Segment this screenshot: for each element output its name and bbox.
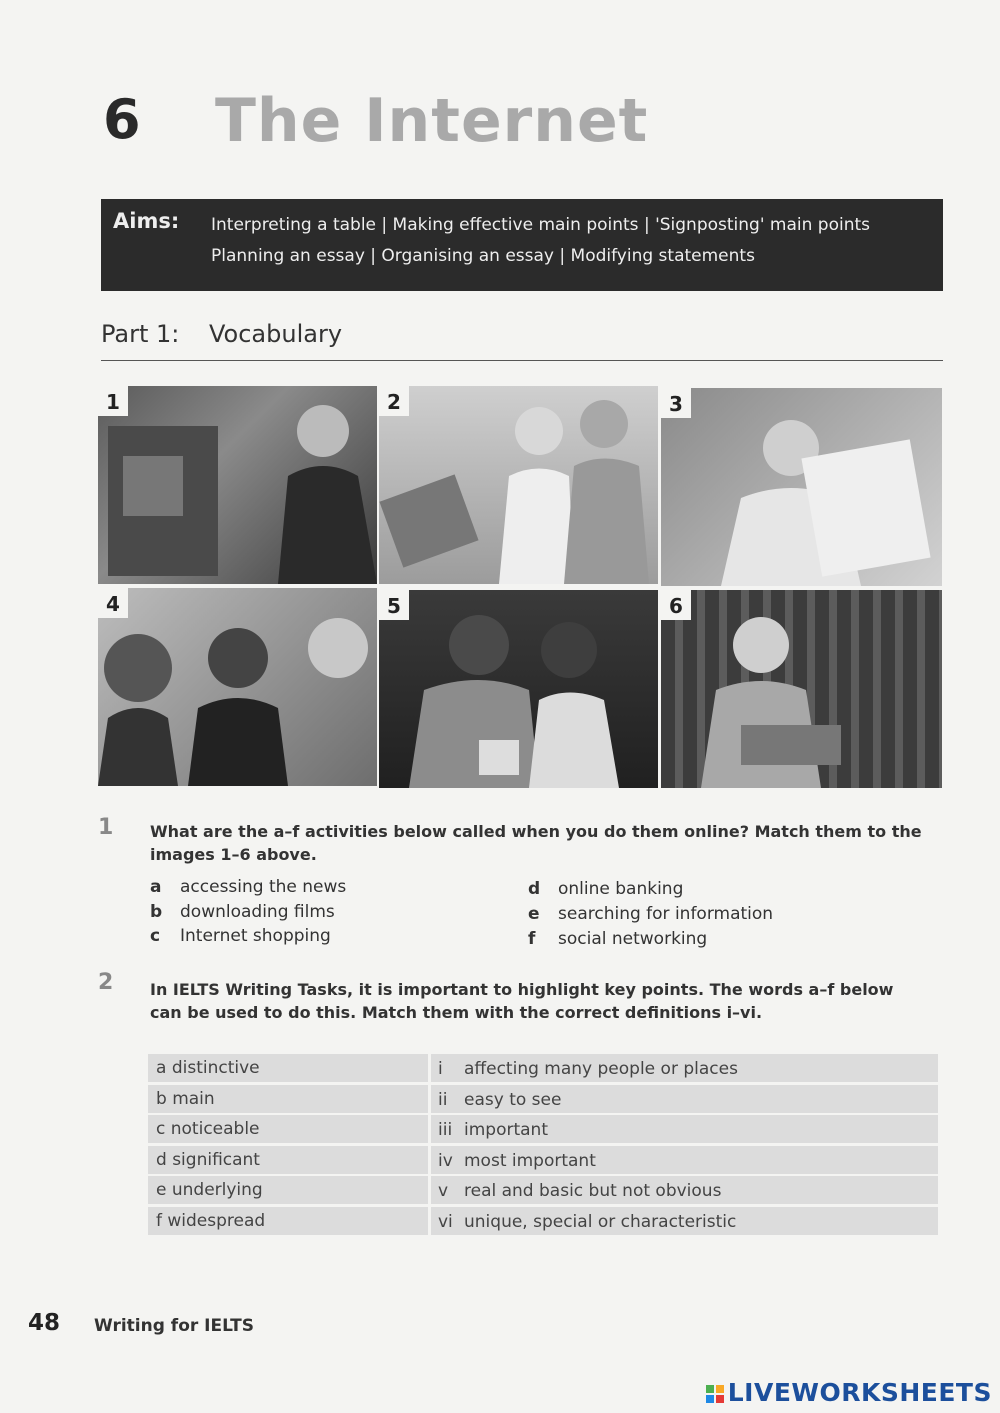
part-name: Vocabulary	[209, 320, 343, 348]
option-text: online banking	[558, 879, 684, 899]
option-e	[528, 904, 773, 924]
definition-text: easy to see	[464, 1089, 562, 1110]
photo-2	[379, 386, 658, 584]
word-cell: a distinctive	[156, 1058, 260, 1078]
option-letter: e	[528, 904, 540, 924]
aims-line-1: Interpreting a table | Making effective main points | 'Signposting' main points	[211, 215, 870, 235]
table-row	[148, 1176, 938, 1204]
word-cell: f widespread	[156, 1210, 266, 1231]
shopping-couple-illustration	[379, 386, 658, 584]
newspaper-reader-illustration	[661, 388, 942, 586]
aims-line-2: Planning an essay | Organising an essay | Modifying statements	[211, 246, 755, 266]
table-row	[148, 1115, 938, 1143]
option-letter: f	[528, 929, 536, 949]
option-letter: c	[150, 926, 161, 946]
part-heading	[101, 320, 943, 361]
option-text: accessing the news	[180, 877, 347, 897]
option-letter: d	[528, 879, 541, 899]
option-f	[528, 929, 707, 949]
definition-text: affecting many people or places	[464, 1059, 738, 1079]
roman-numeral: i	[438, 1059, 443, 1079]
roman-numeral: iv	[438, 1150, 453, 1171]
library-student-illustration	[661, 590, 942, 788]
photo-3	[661, 388, 942, 586]
question-1-number: 1	[98, 815, 114, 840]
definition-text: important	[464, 1120, 548, 1141]
photo-6	[661, 590, 942, 788]
word-cell: e underlying	[156, 1180, 263, 1201]
table-row	[148, 1085, 938, 1113]
definition-text: unique, special or characteristic	[464, 1211, 737, 1232]
definition-cell	[438, 1090, 561, 1110]
option-d	[528, 879, 683, 899]
option-text: social networking	[558, 929, 708, 949]
cinema-couple-illustration	[379, 590, 658, 788]
aims-label: Aims:	[113, 209, 180, 233]
atm-photo-illustration	[98, 386, 377, 584]
word-cell: c noticeable	[156, 1119, 260, 1140]
aims-box	[101, 199, 943, 291]
definition-text: most important	[464, 1150, 596, 1171]
question-2-text: In IELTS Writing Tasks, it is important to highlight key points. The words a–f below can be used to do this. Match them with the correct definitions i–vi.	[150, 980, 894, 1022]
roman-numeral: vi	[438, 1211, 453, 1232]
definition-cell	[438, 1059, 738, 1079]
option-letter: b	[150, 902, 163, 922]
photo-4	[98, 588, 377, 786]
photo-number: 4	[98, 588, 128, 618]
book-title: Writing for IELTS	[94, 1316, 254, 1336]
table-row	[148, 1207, 938, 1235]
photo-number: 5	[379, 590, 409, 620]
photo-number: 2	[379, 386, 409, 416]
word-cell: b main	[156, 1088, 215, 1109]
photo-1	[98, 386, 377, 584]
definition-cell	[438, 1181, 721, 1201]
page-number: 48	[28, 1310, 61, 1336]
option-text: downloading films	[180, 902, 335, 922]
friends-drinks-illustration	[98, 588, 377, 786]
roman-numeral: iii	[438, 1120, 453, 1141]
matching-table	[148, 1054, 938, 1238]
roman-numeral: v	[438, 1181, 449, 1202]
question-1-text: What are the a–f activities below called when you do them online? Match them to the images 1–6 above.	[150, 822, 922, 864]
definition-cell	[438, 1120, 548, 1140]
chapter-title: The Internet	[215, 86, 649, 156]
word-cell: d significant	[156, 1149, 260, 1170]
roman-numeral: ii	[438, 1089, 448, 1110]
option-text: Internet shopping	[180, 926, 331, 946]
definition-cell	[438, 1212, 736, 1232]
option-letter: a	[150, 877, 162, 897]
option-c	[150, 926, 331, 946]
photo-5	[379, 590, 658, 788]
chapter-number: 6	[103, 88, 141, 151]
question-2-number: 2	[98, 970, 114, 995]
part-label: Part 1:	[101, 320, 180, 348]
option-text: searching for information	[558, 904, 774, 924]
option-b	[150, 902, 335, 922]
definition-cell	[438, 1151, 596, 1171]
option-a	[150, 877, 346, 897]
definition-text: real and basic but not obvious	[464, 1181, 722, 1202]
photo-number: 3	[661, 388, 691, 418]
logo-text: LIVEWORKSHEETS	[727, 1378, 992, 1407]
photo-number: 1	[98, 386, 128, 416]
liveworksheets-logo[interactable]	[706, 1378, 992, 1407]
liveworksheets-logo-icon	[706, 1385, 724, 1403]
table-row	[148, 1146, 938, 1174]
table-row	[148, 1054, 938, 1082]
photo-number: 6	[661, 590, 691, 620]
